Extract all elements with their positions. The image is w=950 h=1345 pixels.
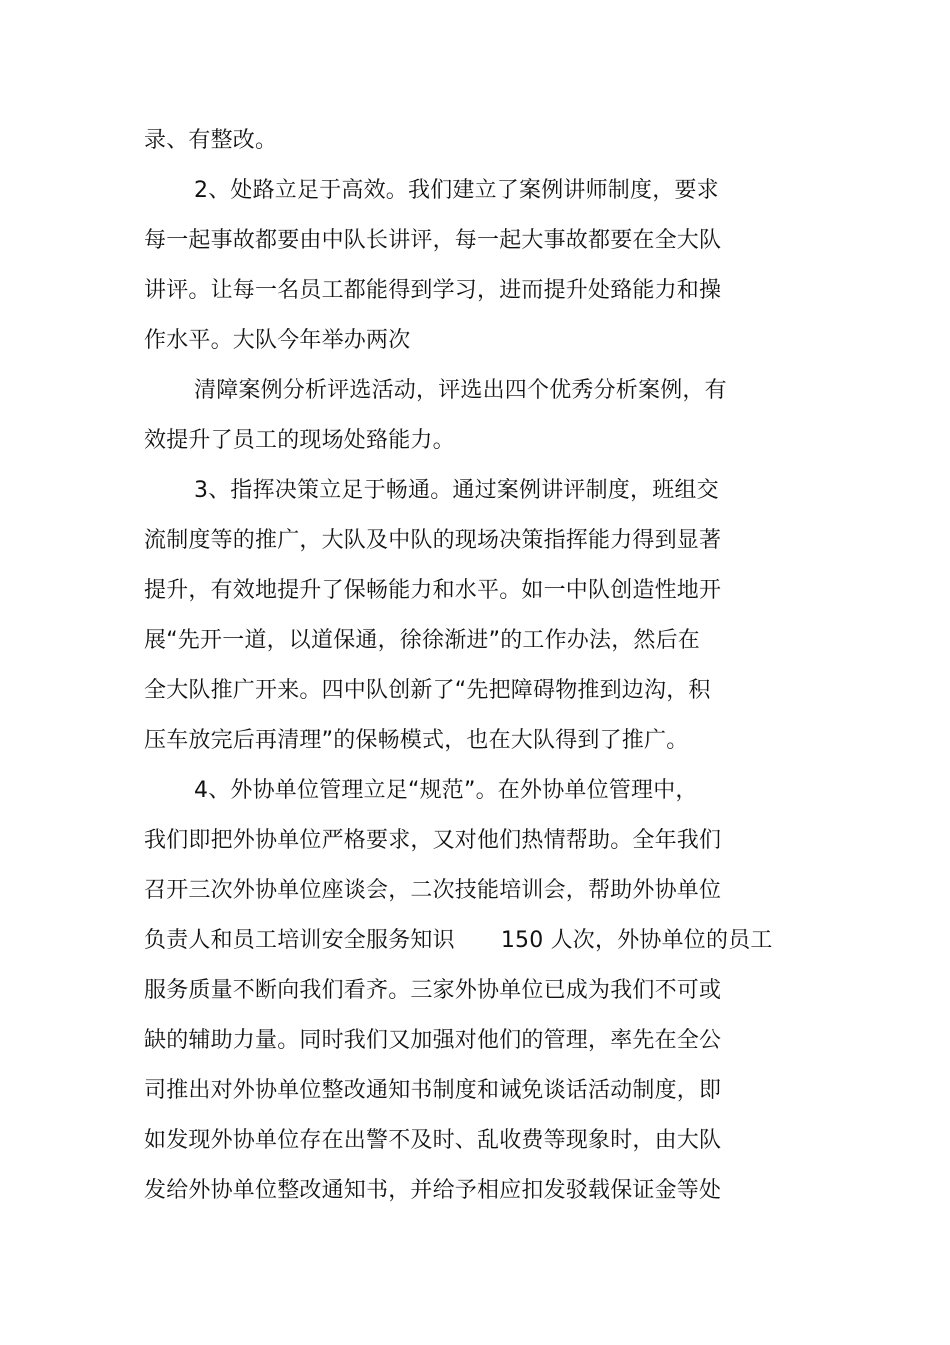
text-line: 4、外协单位管理立足“规范”。在外协单位管理中， [194, 778, 698, 803]
text-line: 司推出对外协单位整改通知书制度和诫免谈话活动制度，即 [144, 1078, 722, 1103]
text-line: 提升，有效地提升了保畅能力和水平。如一中队创造性地开 [144, 578, 722, 603]
text-line: 我们即把外协单位严格要求，又对他们热情帮助。全年我们 [144, 828, 722, 853]
text-line: 发给外协单位整改通知书，并给予相应扣发驳载保证金等处 [144, 1178, 722, 1203]
text-line: 效提升了员工的现场处臵能力。 [144, 428, 455, 453]
text-line: 3、指挥决策立足于畅通。通过案例讲评制度，班组交 [194, 478, 719, 503]
text-line [144, 926, 773, 956]
text-line: 召开三次外协单位座谈会，二次技能培训会，帮助外协单位 [144, 878, 722, 903]
text-segment: 负责人和员工培训安全服务知识 [144, 928, 455, 953]
text-line: 缺的辅助力量。同时我们又加强对他们的管理，率先在全公 [144, 1028, 722, 1053]
text-line: 作水平。大队今年举办两次 [144, 328, 411, 353]
text-line: 压车放完后再清理”的保畅模式，也在大队得到了推广。 [144, 728, 689, 753]
text-line: 2、处路立足于高效。我们建立了案例讲师制度，要求 [194, 178, 719, 203]
text-line: 如发现外协单位存在出警不及时、乱收费等现象时，由大队 [144, 1128, 722, 1153]
text-segment: 150 人次，外协单位的员工 [500, 928, 773, 953]
text-line: 录、有整改。 [144, 128, 278, 153]
text-line: 流制度等的推广，大队及中队的现场决策指挥能力得到显著 [144, 528, 722, 553]
text-line: 清障案例分析评选活动，评选出四个优秀分析案例，有 [194, 378, 727, 403]
text-line: 展“先开一道，以道保通，徐徐渐进”的工作办法，然后在 [144, 628, 700, 653]
text-line: 服务质量不断向我们看齐。三家外协单位已成为我们不可或 [144, 978, 722, 1003]
text-line: 讲评。让每一名员工都能得到学习，进而提升处臵能力和操 [144, 278, 722, 303]
text-line: 全大队推广开来。四中队创新了“先把障碍物推到边沟，积 [144, 678, 711, 703]
text-line: 每一起事故都要由中队长讲评，每一起大事故都要在全大队 [144, 228, 722, 253]
